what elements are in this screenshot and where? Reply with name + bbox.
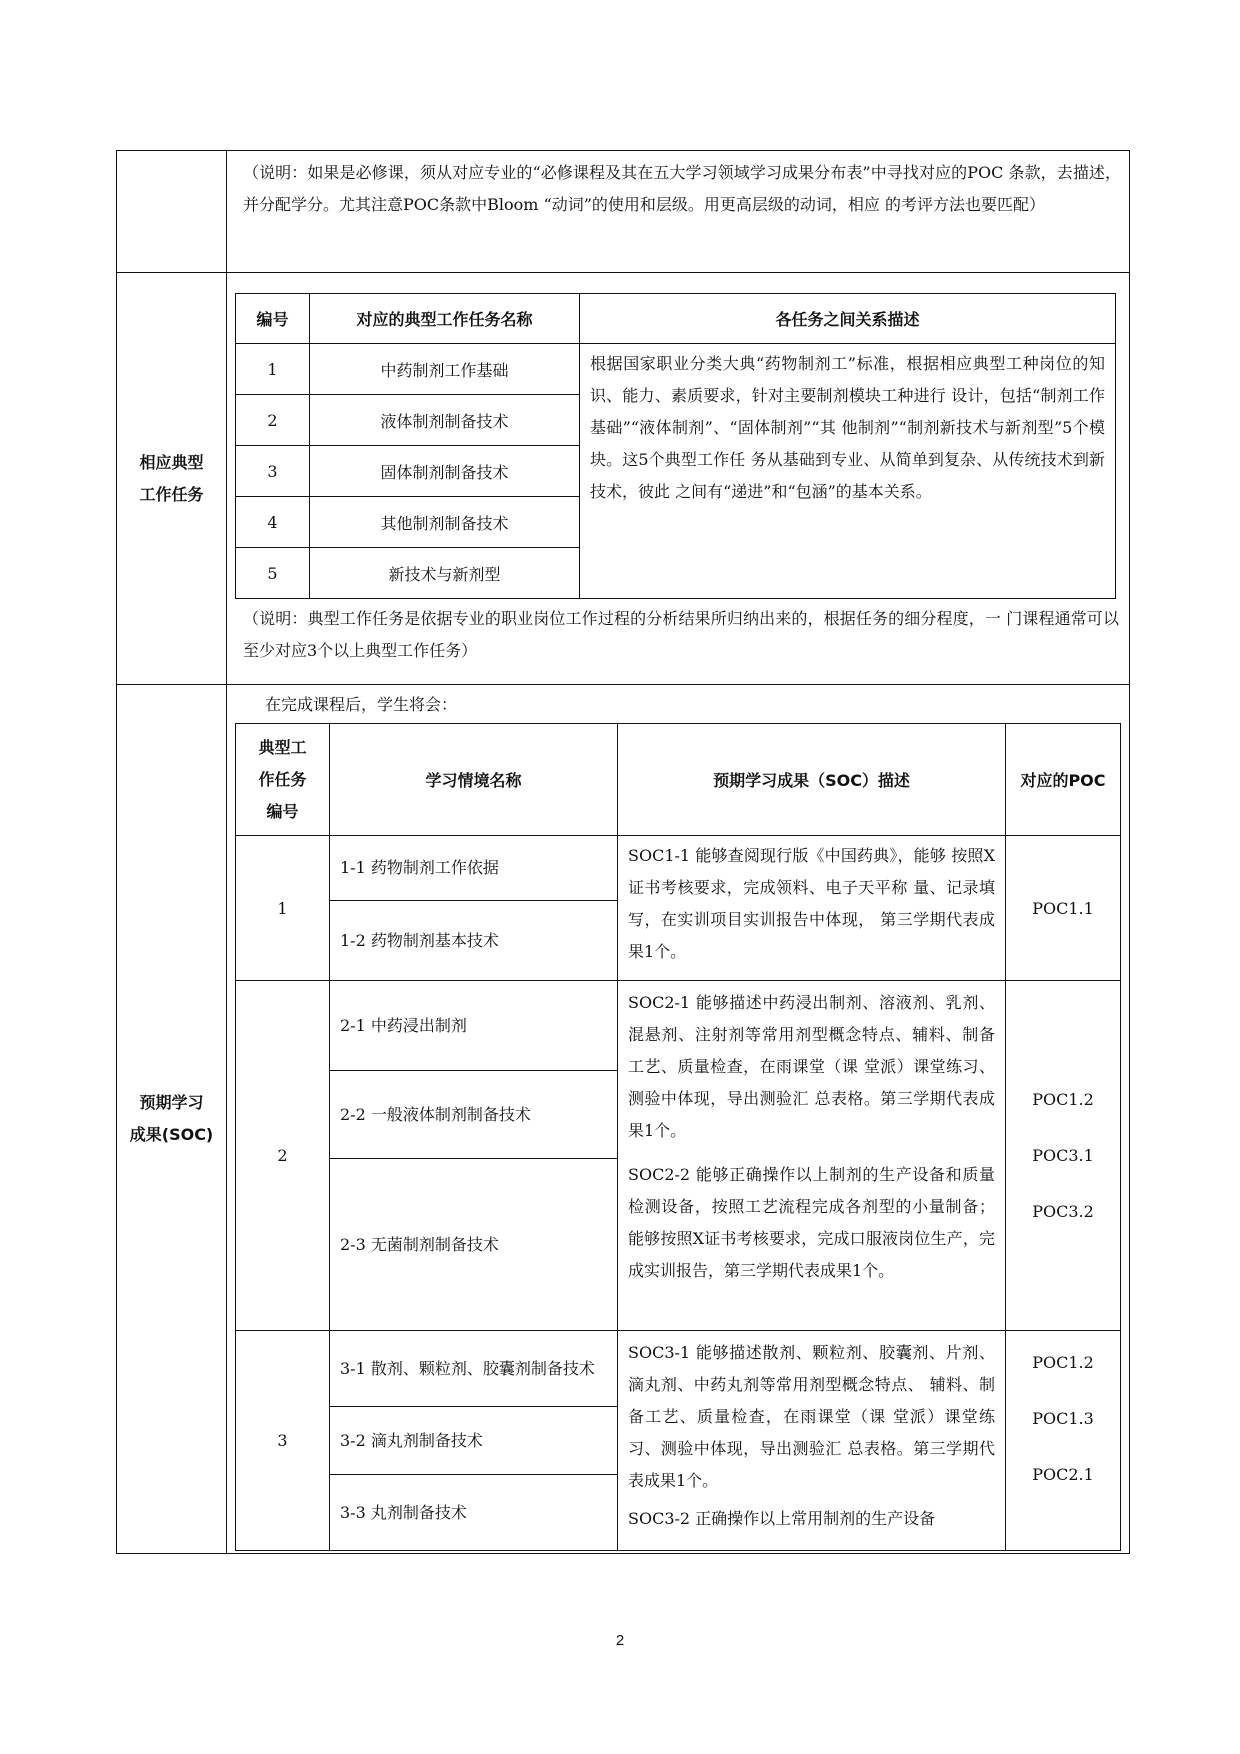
- note-row: [117, 151, 1130, 273]
- task-no: 4: [236, 497, 310, 548]
- poc-code: POC3.2: [1032, 1201, 1094, 1221]
- poc-cell: [1006, 981, 1121, 1331]
- label-line: 工作任务: [139, 484, 204, 504]
- header-scenario: 学习情境名称: [330, 724, 618, 836]
- scenario-name: 3-2 滴丸剂制备技术: [330, 1407, 618, 1475]
- task-no: 3: [236, 1331, 330, 1551]
- course-outline-table: [116, 150, 1130, 1554]
- task-no: 5: [236, 548, 310, 599]
- poc-cell: [1006, 1331, 1121, 1551]
- header-task-no: 典型工 作任务 编号: [236, 724, 330, 836]
- scenario-name: 1-2 药物制剂基本技术: [330, 901, 618, 981]
- scenario-name: 3-3 丸剂制备技术: [330, 1475, 618, 1551]
- soc-label: [117, 685, 227, 1554]
- header-relation: 各任务之间关系描述: [580, 294, 1116, 344]
- task-name: 液体制剂制备技术: [310, 395, 580, 446]
- soc-description: SOC3-1 能够描述散剂、颗粒剂、胶囊剂、片剂、滴丸剂、中药丸剂等常用剂型概念特点、 辅料、制备工艺、质量检查，在雨课堂（课 堂派）课堂练习、测验中体现，导出测验汇 总表格。第三学期代表成果1个。: [628, 1343, 995, 1490]
- soc-description: SOC1-1 能够查阅现行版《中国药典》，能够 按照X证书考核要求，完成领料、电子天平称 量、记录填写，在实训项目实训报告中体现， 第三学期代表成果1个。: [618, 836, 1006, 981]
- task-no: 3: [236, 446, 310, 497]
- soc-description: SOC3-2 正确操作以上常用制剂的生产设备: [628, 1509, 936, 1528]
- soc-description-cell: [618, 981, 1006, 1331]
- soc-description: SOC2-2 能够正确操作以上制剂的生产设备和质量检测设备，按照工艺流程完成各剂型的小量制备；能够按照X证书考核要求，完成口服液岗位生产，完成实训报告，第三学期代表成果1个。: [628, 1165, 995, 1280]
- label-line: 相应典型: [139, 452, 204, 472]
- header-task-name: 对应的典型工作任务名称: [310, 294, 580, 344]
- label-line: 成果(SOC): [129, 1125, 214, 1144]
- document-page: [116, 150, 1129, 1573]
- task-no: 1: [236, 344, 310, 395]
- scenario-name: 3-1 散剂、颗粒剂、胶囊剂制备技术: [330, 1331, 618, 1407]
- task-no: 2: [236, 981, 330, 1331]
- empty-label-cell: [117, 151, 227, 273]
- task-name: 新技术与新剂型: [310, 548, 580, 599]
- table-row: [236, 836, 1121, 901]
- header-poc: 对应的POC: [1006, 724, 1121, 836]
- soc-description-cell: [618, 1331, 1006, 1551]
- scenario-name: 2-2 一般液体制剂制备技术: [330, 1071, 618, 1159]
- soc-row: [117, 685, 1130, 1554]
- task-no: 1: [236, 836, 330, 981]
- poc-code: POC1.3: [1032, 1409, 1094, 1428]
- soc-intro: 在完成课程后，学生将会：: [265, 695, 458, 714]
- task-no: 2: [236, 395, 310, 446]
- table-row: [236, 344, 1116, 395]
- table-row: [236, 981, 1121, 1071]
- poc-code: POC2.1: [1032, 1465, 1094, 1484]
- typical-tasks-row: [117, 273, 1130, 685]
- header-no: 编号: [236, 294, 310, 344]
- task-name: 其他制剂制备技术: [310, 497, 580, 548]
- header-soc: 预期学习成果（SOC）描述: [618, 724, 1006, 836]
- poc-code: POC3.1: [1032, 1145, 1094, 1165]
- poc-note: （说明：如果是必修课，须从对应专业的“必修课程及其在五大学习领域学习成果分布表”中寻找对应的POC 条款，去描述，并分配学分。尤其注意POC条款中Bloom “动词”的使用和层级。用更高层级的动词，相应 的考评方法也要匹配）: [227, 151, 1130, 273]
- poc-code: POC1.2: [1032, 1353, 1094, 1372]
- scenario-name: 1-1 药物制剂工作依据: [330, 836, 618, 901]
- tasks-table: [235, 293, 1116, 599]
- soc-description: SOC2-1 能够描述中药浸出制剂、溶液剂、乳剂、混悬剂、注射剂等常用剂型概念特点、辅料、制备工艺、质量检查，在雨课堂（课 堂派）课堂练习、测验中体现，导出测验汇 总表格。第三学期代表成果1个。: [628, 993, 995, 1140]
- typical-tasks-content: [227, 273, 1130, 685]
- soc-content: [227, 685, 1130, 1554]
- table-row: [236, 1331, 1121, 1407]
- scenario-name: 2-1 中药浸出制剂: [330, 981, 618, 1071]
- task-name: 固体制剂制备技术: [310, 446, 580, 497]
- poc-code: POC1.2: [1032, 1089, 1094, 1109]
- soc-table: [235, 723, 1121, 1551]
- scenario-name: 2-3 无菌制剂制备技术: [330, 1159, 618, 1331]
- poc-code: POC1.1: [1006, 836, 1121, 981]
- label-line: 预期学习: [139, 1093, 204, 1112]
- page-number: 2: [615, 1632, 625, 1649]
- typical-tasks-label: [117, 273, 227, 685]
- tasks-note: （说明：典型工作任务是依据专业的职业岗位工作过程的分析结果所归纳出来的，根据任务的细分程度，一 门课程通常可以至少对应3个以上典型工作任务）: [243, 609, 1119, 660]
- task-name: 中药制剂工作基础: [310, 344, 580, 395]
- task-relation-description: 根据国家职业分类大典“药物制剂工”标准，根据相应典型工种岗位的知识、能力、素质要求，针对主要制剂模块工种进行 设计，包括“制剂工作基础”“液体制剂”、“固体制剂”“其 他制剂”“制剂新技术与新剂型”5个模块。这5个典型工作任 务从基础到专业、从简单到复杂、从传统技术到新技术，彼此 之间有“递进”和“包涵”的基本关系。: [580, 344, 1116, 599]
